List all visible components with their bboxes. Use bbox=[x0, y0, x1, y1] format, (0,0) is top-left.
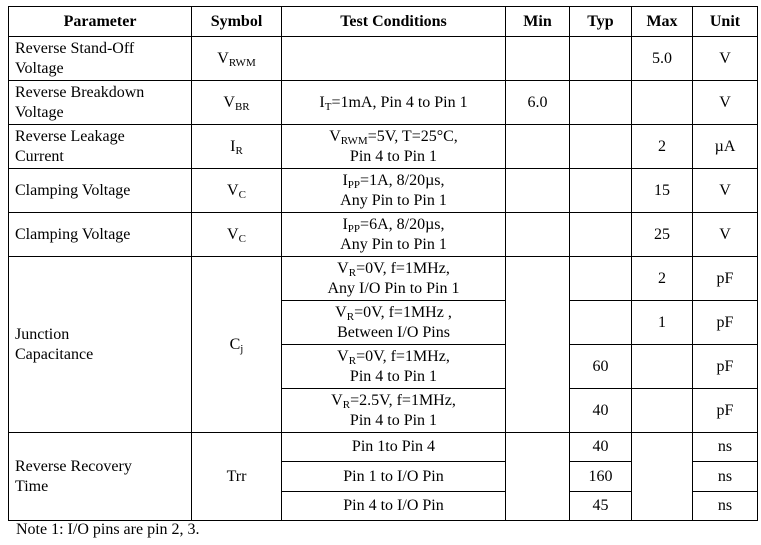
header-typ: Typ bbox=[570, 7, 632, 37]
unit-cell: ns bbox=[693, 433, 758, 462]
unit-cell: pF bbox=[693, 257, 758, 301]
unit-cell: ns bbox=[693, 462, 758, 492]
symbol-cell: $V_C$ bbox=[192, 169, 282, 213]
symbol-cell: $I_R$ bbox=[192, 125, 282, 169]
max-cell: 5.0 bbox=[632, 37, 693, 81]
parameter-cell bbox=[9, 37, 192, 81]
min-cell bbox=[506, 257, 570, 433]
table-row bbox=[9, 433, 758, 462]
max-cell: 2 bbox=[632, 257, 693, 301]
max-cell bbox=[632, 433, 693, 521]
table-row bbox=[9, 81, 758, 125]
parameter-cell: Clamping Voltage bbox=[9, 213, 192, 257]
parameter-line: Time bbox=[15, 477, 49, 495]
header-test-conditions: Test Conditions bbox=[282, 7, 506, 37]
header-unit: Unit bbox=[693, 7, 758, 37]
unit-cell: V bbox=[693, 37, 758, 81]
table-row bbox=[9, 125, 758, 169]
symbol-cell: $V_C$ bbox=[192, 213, 282, 257]
typ-cell: 40 bbox=[570, 389, 632, 433]
parameter-cell bbox=[9, 81, 192, 125]
condition-cell: $I_{PP}=6A$, 8/20µs, Any Pin to Pin 1 bbox=[282, 213, 506, 257]
typ-cell: 45 bbox=[570, 492, 632, 521]
condition-cell: Pin 1 to I/O Pin bbox=[282, 462, 506, 492]
electrical-characteristics-table bbox=[8, 6, 758, 521]
parameter-line: Current bbox=[15, 147, 64, 165]
max-cell: 15 bbox=[632, 169, 693, 213]
parameter-cell bbox=[9, 433, 192, 521]
unit-cell: pF bbox=[693, 301, 758, 345]
max-cell bbox=[632, 345, 693, 389]
min-cell bbox=[506, 37, 570, 81]
max-cell: 25 bbox=[632, 213, 693, 257]
parameter-cell bbox=[9, 257, 192, 433]
condition-cell: Pin 4 to I/O Pin bbox=[282, 492, 506, 521]
max-cell bbox=[632, 81, 693, 125]
condition-cell: $V_{RWM}=5V$, T=25°C, Pin 4 to Pin 1 bbox=[282, 125, 506, 169]
typ-cell bbox=[570, 301, 632, 345]
unit-cell: V bbox=[693, 213, 758, 257]
unit-cell: pF bbox=[693, 345, 758, 389]
condition-cell: $V_R=0V$, f=1MHz, Pin 4 to Pin 1 bbox=[282, 345, 506, 389]
condition-cell: $I_T=1mA$, Pin 4 to Pin 1 bbox=[282, 81, 506, 125]
condition-cell: $V_R=0V$, f=1MHz, Any I/O Pin to Pin 1 bbox=[282, 257, 506, 301]
parameter-cell bbox=[9, 125, 192, 169]
parameter-line: Reverse Breakdown bbox=[15, 83, 145, 101]
header-min: Min bbox=[506, 7, 570, 37]
parameter-line: Reverse Stand-Off bbox=[15, 39, 135, 57]
parameter-line: Junction bbox=[15, 325, 70, 343]
footnote: Note 1: I/O pins are pin 2, 3. bbox=[16, 521, 200, 538]
max-cell: 2 bbox=[632, 125, 693, 169]
unit-cell: V bbox=[693, 81, 758, 125]
parameter-line: Voltage bbox=[15, 103, 64, 121]
typ-cell bbox=[570, 257, 632, 301]
header-max: Max bbox=[632, 7, 693, 37]
typ-cell: 60 bbox=[570, 345, 632, 389]
min-cell bbox=[506, 433, 570, 521]
condition-cell: Pin 1to Pin 4 bbox=[282, 433, 506, 462]
symbol-cell: $V_{RWM}$ bbox=[192, 37, 282, 81]
min-cell bbox=[506, 169, 570, 213]
table-row bbox=[9, 169, 758, 213]
unit-cell: V bbox=[693, 169, 758, 213]
typ-cell bbox=[570, 37, 632, 81]
typ-cell: 160 bbox=[570, 462, 632, 492]
parameter-line: Reverse Recovery bbox=[15, 457, 132, 475]
min-cell bbox=[506, 125, 570, 169]
parameter-line: Reverse Leakage bbox=[15, 127, 125, 145]
unit-cell: pF bbox=[693, 389, 758, 433]
typ-cell bbox=[570, 81, 632, 125]
typ-cell: 40 bbox=[570, 433, 632, 462]
parameter-line: Capacitance bbox=[15, 345, 94, 363]
unit-cell: µA bbox=[693, 125, 758, 169]
unit-cell: ns bbox=[693, 492, 758, 521]
condition-cell bbox=[282, 37, 506, 81]
min-cell: 6.0 bbox=[506, 81, 570, 125]
min-cell bbox=[506, 213, 570, 257]
max-cell: 1 bbox=[632, 301, 693, 345]
typ-cell bbox=[570, 125, 632, 169]
condition-cell: $V_R=0V$, f=1MHz , Between I/O Pins bbox=[282, 301, 506, 345]
condition-cell: $V_R=2.5V$, f=1MHz, Pin 4 to Pin 1 bbox=[282, 389, 506, 433]
parameter-line: Voltage bbox=[15, 59, 64, 77]
typ-cell bbox=[570, 213, 632, 257]
max-cell bbox=[632, 389, 693, 433]
table-row bbox=[9, 37, 758, 81]
parameter-cell: Clamping Voltage bbox=[9, 169, 192, 213]
header-symbol: Symbol bbox=[192, 7, 282, 37]
condition-cell: $I_{PP}=1A$, 8/20µs, Any Pin to Pin 1 bbox=[282, 169, 506, 213]
header-parameter: Parameter bbox=[9, 7, 192, 37]
table-row bbox=[9, 257, 758, 301]
symbol-cell: $V_{BR}$ bbox=[192, 81, 282, 125]
header-row bbox=[9, 7, 758, 37]
symbol-cell: Trr bbox=[192, 433, 282, 521]
symbol-cell: $C_j$ bbox=[192, 257, 282, 433]
table-row bbox=[9, 213, 758, 257]
typ-cell bbox=[570, 169, 632, 213]
